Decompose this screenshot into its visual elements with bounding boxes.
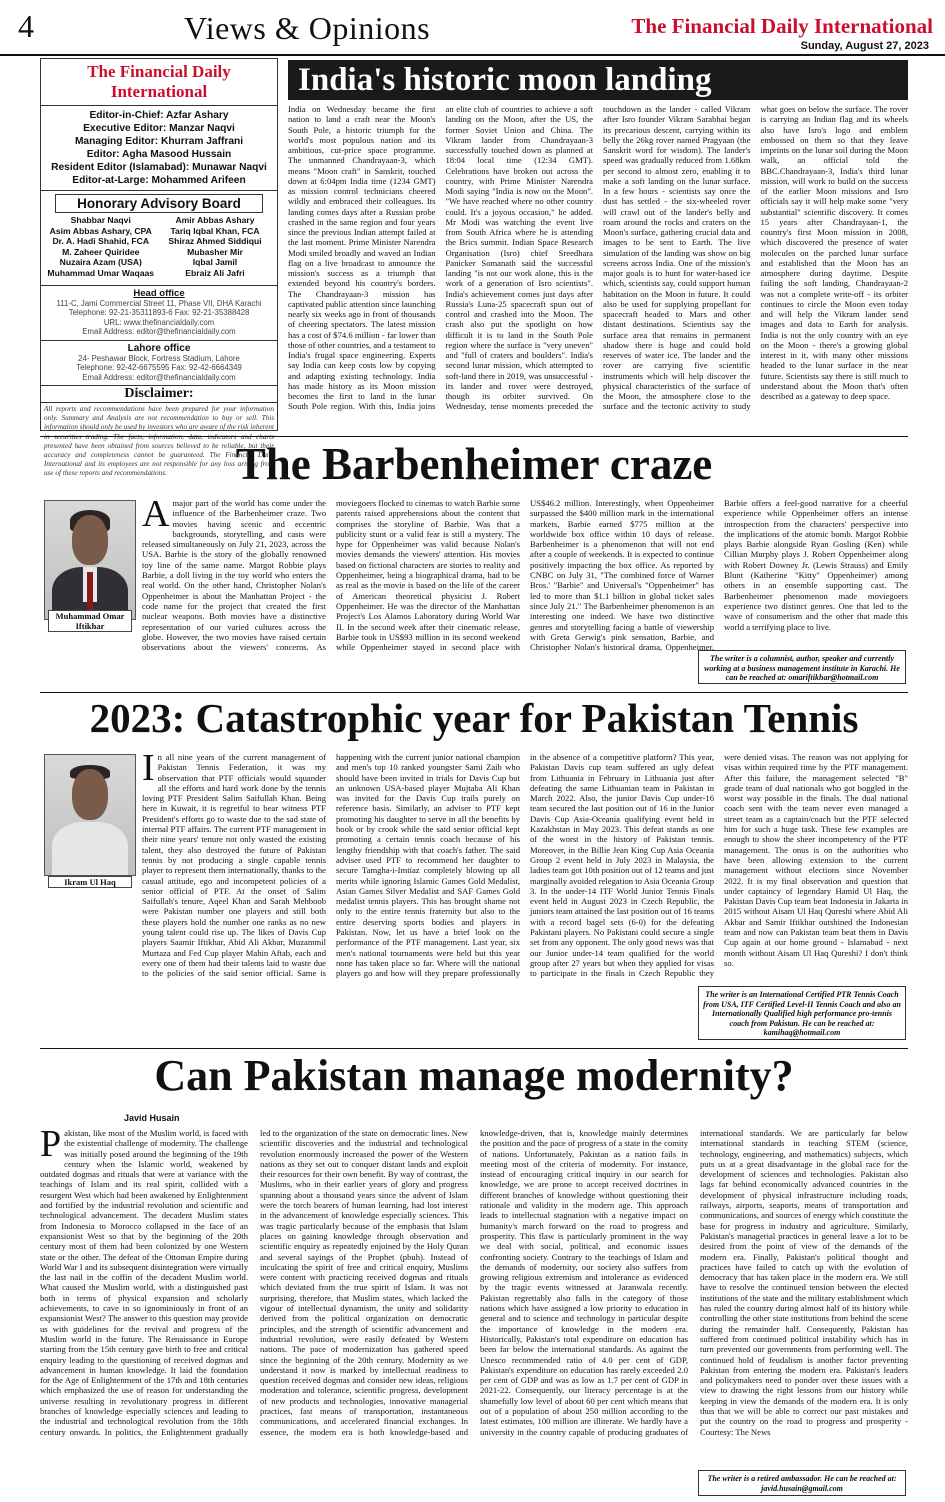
- barbie-writer-note: The writer is a columnist, author, speaker and currently working at a business management institute in Karachi. He can be reached at: omariftikhar@hotmail.com: [698, 650, 906, 684]
- honorary-board-members: [41, 215, 277, 279]
- address-line: Email Address: editor@thefinancialdaily.com: [82, 372, 236, 382]
- editor-line: Editor-at-Large: Mohammed Arifeen: [72, 175, 246, 186]
- lahore-office-address: [41, 354, 277, 383]
- modernity-writer-note: The writer is a retired ambassador. He can be reached at: javid.husain@gmail.com: [698, 1470, 906, 1496]
- board-member: Nuzaira Azam (USA): [59, 257, 142, 268]
- modernity-article-headline: Can Pakistan manage modernity?: [154, 1051, 794, 1100]
- board-member: Ebraiz Ali Jafri: [185, 267, 245, 278]
- board-member: M. Zaheer Quiridee: [62, 246, 140, 257]
- lahore-office-title: Lahore office: [41, 340, 277, 354]
- editor-line: Editor: Agha Masood Hussain: [86, 149, 232, 160]
- editor-line: Managing Editor: Khurram Jaffrani: [74, 136, 244, 147]
- address-line: Email Address: editor@thefinancialdaily.com: [82, 327, 236, 337]
- head-office-title: Head office: [41, 285, 277, 299]
- board-member: Mubasher Mir: [187, 246, 243, 257]
- board-member: Shiraz Ahmed Siddiqui: [168, 236, 262, 247]
- page-header: [0, 0, 945, 56]
- disclaimer-text: All reports and recommendations have been prepared for your information only. Summary and Analysis are not recommendation to buy or sell. This information should only be used by investors who are aware of the risk inherent in securities trading. The facts, information, data, indicators and charts presented have been obtained from sources believed to be reliable, but their accuracy and completeness cannot be guaranteed. The Financial Daily International and its employees are not responsible for any loss arising from use of these reports and recommendations.: [44, 405, 274, 478]
- modernity-byline: Javid Husain: [124, 1113, 180, 1123]
- moon-article-text: India on Wednesday became the first nation to land a craft near the Moon's South Pole, a historic triumph for the world's most populous nation and its ambitious, cut-price space programme. The unmanned Chandrayaan-3, which means "Moon craft" in Sanskrit, touched down at 6:04pm India time (1234 GMT) as mission control technicians cheered wildly and embraced their colleagues. Its landing comes days after a Russian probe crashed in the same region and four years since the previous Indian attempt failed at the last moment. Prime Minister Narendra Modi smiled broadly and waved an Indian flag on a live broadcast to announce the mission's success as a triumph that extended beyond his country's borders. The Chandrayaan-3 mission has captivated public attention since launching nearly six weeks ago in front of thousands of cheering spectators. The latest mission has a cost of $74.6 million - far lower than those of other countries, and a testament to India's frugal space engineering. Experts say India can keep costs low by copying and adapting existing technology. India has made history as its Moon mission becomes the first to land in the lunar South Pole region. With this, India joins an elite club of countries to achieve a soft landing on the Moon, after the US, the former Soviet Union and China. The Vikram lander from Chandrayaan-3 successfully touched down as planned at 18:04 local time (12:34 GMT). Celebrations have broken out across the country, with Prime Minister Narendra Modi saying "India is now on the Moon". "We have reached where no other country could. It's a joyous occasion," he added. Mr Modi was watching the event live from South Africa where he is attending the Brics summit. Indian Space Research Organisation (Isro) chief Sreedhara Panicker Somanath said the successful landing "is not our work alone, this is the work of a generation of Isro scientists". India's achievement comes just days after Russia's Luna-25 spacecraft spun out of control and crashed into the Moon. The crash also put the spotlight on how difficult it is to land in the South Pole region where the surface is "very uneven" and "full of craters and boulders". India's second lunar mission, which attempted to soft-land there in 2019, was unsuccessful - its lander and rover were destroyed, though its orbiter survived. On Wednesday, tense moments preceded the touchdown as the lander - called Vikram after Isro founder Vikram Sarabhai began its precarious descent, carrying within its belly the 26kg rover named Pragyaan (the Sanskrit word for wisdom). The lander's speed was gradually reduced from 1.68km per second to almost zero, enabling it to make a soft landing on the lunar surface. In a few hours - scientists say once the dust has settled - the six-wheeled rover will crawl out of the lander's belly and roam around the rocks and craters on the Moon's surface, gathering crucial data and images to be sent to Earth. The live simulation of the landing was show on big screens across India. One of the mission's major goals is to hunt for water-based ice which, scientists say, could support human habitation on the Moon in future. It could also be used for supplying propellant for spacecraft headed to Mars and other distant destinations. Scientists say the surface area that remains in permanent shadow there is huge and could hold reserves of water ice. The lander and the rover are carrying five scientific instruments which will help discover the physical characteristics of the surface of the Moon, the atmosphere close to the surface and the tectonic activity to study what goes on below the surface. The rover is carrying an Indian flag and its wheels also have Isro's logo and emblem embossed on them so that they leave imprints on the lunar soil during the Moon walk, an official told the BBC.Chandrayaan-3, India's third lunar mission, will work to build on the success of the earlier Moon missions and Isro officials say it will help make some "very substantial" scientific discovery. It comes 15 years after Chandrayaan-1, the country's first Moon mission in 2008, which discovered the presence of water molecules on the parched lunar surface and established that the Moon has an atmosphere during daytime. Despite failing the soft landing, Chandrayaan-2 was not a complete write-off - its orbiter continues to circle the Moon even today and will help the Vikram lander send images and data to Earth for analysis. India is not the only country with an eye on the Moon - there's a growing global interest in it, with many other missions headed to the lunar surface in the near future. Scientists say there is still much to understand about the Moon that's often described as a gateway to deep space.: [288, 104, 908, 412]
- address-line: URL: www.thefinancialdaily.com: [103, 317, 215, 327]
- header-paper-name: The Financial Daily International: [631, 14, 933, 38]
- page-number: 4: [18, 8, 34, 44]
- address-line: 24- Peshawar Block, Fortress Stadium, Lahore: [78, 353, 240, 363]
- board-member: Tariq Iqbal Khan, FCA: [170, 225, 260, 236]
- modernity-article-body: [40, 1128, 908, 1484]
- board-member: Iqbal Jamil: [192, 257, 238, 268]
- author-caption-omar: Muhammad Omar Iftikhar: [48, 610, 132, 632]
- address-line: Telephone: 92-21-35311893-6 Fax: 92-21-35388428: [68, 308, 250, 318]
- modernity-article-text: akistan, like most of the Muslim world, is faced with the existential challenge of modernity. The challenge was initially posed around the beginning of the 19th century when the Islamic world, weakened by outdated dogmas and rituals that were at variance with the teachings of Islam and its real spirit, collided with a resurgent West which had been awakened by Enlightenment and fortified by the industrial revolution and scientific and technological advancement. The decadent Muslim states from Indonesia to Morocco collapsed in the face of an expansionist West so that by the beginning of the 20th century most of them had been colonized by one Western state or the other. The defeat of the Ottoman Empire during World War I and its subsequent disintegration were virtually the last nail in the coffin of the decadent Muslim world. What caused the Muslim world, with a distinguished past both in terms of physical expansion and scholarly achievements, to cave in so ignominiously in front of an expansionist West? The answer to this question may provide us with guidelines for the revival and progress of the Muslim world in the future. The Renaissance in Europe starting from the 15th century gave birth to free and critical enquiry leading to the questioning of received dogmas and advancement in human knowledge. It laid the foundation for the Age of Enlightenment of the 17th and 18th centuries which emphasized the use of reason for understanding the universe resulting in revolutionary progress in different branches of knowledge especially sciences and leading to the industrial and technological revolution from the 18th century onwards. In politics, the Enlightenment gradually led to the organization of the state on democratic lines. New scientific discoveries and the industrial and technological revolution enormously increased the power of the Western nations as they set out to conquer distant lands and exploit their resources for their own benefit. By way of contrast, the Muslims, who in their earlier years of glory and progress spanning about a thousand years since the advent of Islam were the torch bearers of human learning, had lost interest in the advancement of knowledge especially sciences. This was tragic particularly because of the emphasis that Islam places on gaining knowledge through observation and scientific enquiry as repeatedly enjoined by the Holy Quran and several sayings of the Prophet (pbuh). Instead of inculcating the spirit of free and critical enquiry, Muslims were content with practicing received dogmas and rituals which deviated from the true spirit of Islam. It was not surprising, therefore, that Muslim states, which lacked the vigour of intellectual dynamism, the unity and solidarity derived from the political organization on democratic principles, and the strength of scientific advancement and industrial revolution, were easily defeated by Western nations. The pace of modernization has gathered speed since the beginning of the 20th century. Modernity as we understand it now is marked by intellectual readiness to question received dogmas and consider new ideas, religious moderation and tolerance, scientific progress, development of new products and technologies, innovative managerial practices, fast means of transportation, instantaneous communications, and accelerated financial exchanges. In essence, the modern era is both knowledge-based and knowledge-driven, that is, knowledge mainly determines the position and the pace of progress of a state in the comity of nations. Unfortunately, Pakistan as a nation fails in meeting most of the criteria of modernity. For instance, instead of encouraging critical inquiry in our search for knowledge, we are prone to accept received doctrines in different branches of knowledge without questioning their rationale and validity in the modern age. This approach leads to intellectual stagnation with a negative impact on humanity's march forward on the road to progress and prosperity. This flaw is particularly prominent in the way we deal with social, political, and economic issues confronting society. Contrary to the teachings of Islam and the demands of modernity, our society also suffers from growing religious extremism and intolerance as evidenced by the tragic events witnessed at Jaranwala recently. Pakistan regrettably also falls in the category of those nations which have assigned a low priority to education in general and to science and technology in particular despite the importance of knowledge in the modern era. Historically, Pakistan's total expenditure on education has been far below the international standards. As against the Unesco recommended ratio of 4.0 per cent of GDP, Pakistan's expenditure on education has rarely exceeded 2.0 per cent of GDP and was as low as 1.7 per cent of GDP in 2021-22. Consequently, our literacy percentage is at the shamefully low level of about 60 per cent which means that out of a population of about 250 million according to the latest estimates, 100 million are illiterate. We hardly have a university in the country capable of producing graduates of international standards. We are particularly far below international standards in teaching STEM (science, technology, engineering, and mathematics) subjects, which puts us at a great disadvantage in the global race for the development of sciences and technologies. Pakistan also lags far behind economically advanced countries in the development of physical infrastructure including roads, railways, airports, seaports, means of transportation and communications, and sources of energy which constitute the base for progress in industry and agriculture. Similarly, Pakistan's managerial practices in general leave a lot to be desired from the point of view of the demands of the modern era. Finally, Pakistan's political thought and practices have failed to catch up with the evolution of democracy that has taken place in the modern era. We still have to resolve the continued tension between the elected institutions of the state and the military establishment which has ruled the country during almost half of its history while controlling the other state institutions from behind the scene during the remainder half. Consequently, Pakistan has suffered from continued political instability which has in turn prevented our governments from performing well. The continued hold of feudalism is another factor preventing Pakistan from entering the modern era. Pakistan's leaders and policymakers need to ponder over these issues with a view to drawing the right lessons from our history while keeping in view the demands of the modern era. It is only thus that we will be able to correct our past mistakes and put the country on the road to progress and prosperity -Courtesy: The News: [40, 1128, 908, 1437]
- barbie-article-text: major part of the world has come under the influence of the Barbenheimer craze. Two movies having scenic and eccentric backgrounds, storytelling, and casts were released simultaneously on July 21, 2023, across the USA. Barbie is the story of the globally renowned toy line of the same name. Margot Robbie plays Barbie, a doll living in the toy world who enters the real world. On the other hand, Christopher Nolan's Oppenheimer is about the Manhattan Project - the code name for the project that created the first nuclear weapons. Both movies have a distinctive representation of our varied cultures across the globe. However, the two movies have raised certain observations about the viewers' concerns. As moviegoers flocked to cinemas to watch Barbie some parents raised apprehensions about the content that comprises the storyline of Barbie. Was that a publicity stunt or a valid fear is still a mystery. The hype for Oppenheimer was valid because Nolan's movies demands the viewers' attention. His movies based on fictional characters are stories to reality and Oppenheimer, being a biographical drama, had to be as real as the movie is based on the life of the career of American theoretical physicist J. Robert Oppenheimer. He was the director of the Manhattan Project's Los Alamos Laboratory during World War II. In the second week after their cinematic release, Barbie took in US$93 million in its second weekend while Oppenheimer stayed in second place with US$46.2 million. Interestingly, when Oppenheimer surpassed the $400 million mark in the international markets, Barbie earned $775 million at the worldwide box office within 10 days of release. Barbenheimer is a phenomenon that will not end after a couple of weekends. It is expected to continue positively impacting the box office. As reported by CNBC on July 31, "The combined force of Warner Bros.' "Barbie" and Universal's "Oppenheimer" has led to more than $1.1 billion in global ticket sales since July 21." The Barbenheimer phenomenon is an interesting one indeed. We have two distinctive genres and storytelling facing a battle of viewership with Greta Gerwig's pink sensation, Barbie, and Christopher Nolan's historical drama, Oppenheimer. Barbie offers a feel-good narrative for a cheerful experience while Oppenheimer offers an intense introspection from the characters' perspective into the implications of the atomic bomb. Margot Robbie plays Barbie alongside Ryan Gosling (Ken) while Cillian Murphy plays J. Robert Oppenheimer along with Robert Downey Jr. (Lewis Strauss) and Emily Blunt (Katherine "Kitty" Oppenheimer) among others in an ensemble supporting cast. The Barbenheimer phenomenon made moviegoers experience two distinct genres. One that led to the wave of consumerism and the other that made this world a terrifying place to live.: [142, 498, 908, 653]
- tennis-writer-note: The writer is an International Certified PTR Tennis Coach from USA, ITF Certified Level-II Tennis Coach and also an Internationally Qualified high performance pro-tennis coach from Pakistan. He can be reached at: kamihaq@hotmail.com: [698, 986, 906, 1040]
- divider: [40, 692, 908, 693]
- author-caption-ikram: Ikram Ul Haq: [48, 876, 132, 888]
- section-title: Views & Opinions: [184, 10, 431, 46]
- tennis-article-text: n all nine years of the current management of Pakistan Tennis Federation, it was my observation that PTF officials would squander all the efforts and hard work done by the tennis loving PTF President Salim Saifullah Khan. Being here in Kuwait, it is regretful to bear witness PTF President's efforts go to waste due to the sad state of internal PTF affairs. The current PTF management in their nine years' tenure not only wasted the existing talent, they also destroyed the future of Pakistan tennis by not producing a single capable tennis player to represent them internationally, thanks to the casual attitude, ego and incompetent policies of a senior official of PTF. At the onset of Salim Saifullah's tenure, Aqeel Khan and Sarah Mehboob were Pakistan number one players and still both these players hold the number one ranks as no new young talent could rise up. The likes of Davis Cup players Saamir Iftikhar, Abid Ali Akbar, Muzammil Murtaza and Fed Cup player Mahin Aftab, each and every one of them had their talents laid to waste due to the policies of the said senior official. Same is happening with the current junior national champion and men's top 10 ranked youngster Sami Zaib who should have been invited in trials for Davis Cup but an unknown USA-based player Mujtaba Ali Khan was invited for the Davis Cup trails purely on reference basis. Similarly, an adviser to PTF kept promoting his daughter to serve in all the benefits by hook or by crook while the said senior official kept promoting a certain tennis coach because of his lengthy friendship with that coach's father. The said adviser used PTF to recommend her daughter to secure Tamgha-i-Imtiaz completely blowing up all merits while ignoring Islamic Games Gold Medalist, Asian Games Silver Medalist and SAF Games Gold medalist tennis players. This has brought shame not only to the entire tennis fraternity but also to the entire deserving sports bodies and players in Pakistan. Now, let us have a brief look on the performance of the PTF management. Last year, six men's national tournaments were held but this year none has taken place so far. Where will the national players go and how will they prepare professionally in the absence of a competitive platform? This year, Pakistan Davis cup team suffered an ugly defeat from Lithuania in February in Lithuania just after defeating the same Lithuanian team in Pakistan in March 2022. Also, the junior Davis Cup under-16 team secured the last position out of 16 in the Junior Davis Cup Asia-Oceania qualifying event held in Kazakhstan in May 2023. This defeat stands as one of the worst in the history of Pakistan tennis. Moreover, in the Billie Jean King Cup Asia Oceania Group 2 event held in July 2023 in Malaysia, the ladies team got 10th position out of 12 teams and just marginally avoided relegation to Asia Oceania Group 3. In the under-14 ITF World Junior Tennis Finals event held in August 2023 in Czech Republic, the juniors team attained the last position out of 16 teams with a record bagel sets (6-0) for the defeating Pakistani players. No Pakistani could secure a single set from any opponent. The only good news was that our Junior under-14 team qualified for the world group after 27 years but when they applied for visas to participate in the finals in Czech Republic they were denied visas. The reason was not applying for visas within required time by the PTF management. After this failure, the management selected "B" grade team of dual nationals who got boggled in the worst way possible in the finals. The dual national coach sent with the team never even managed a street team as a captain/coach but the PTF selected him for such a huge task. These few examples are enough to show the sheer incompetency of the PTF management. The onus is on the authorities who have been allowing extension to the current management without elections since November 2022. It is my final observation and question that under captaincy of legendary Hamid Ul Haq, the Pakistan Davis Cup team beat Indonesia in Jakarta in 2015 without Aisam Ul Haq Qureshi where Abid Ali Akbar and Samir Iftikhar outshined the Indonesian team and now can Pakistan team beat them in Davis Cup again at our home ground - Islamabad - next month without Aisam Ul Haq Qureshi? I don't think so.: [142, 752, 908, 979]
- editors-list: [41, 106, 277, 191]
- author-photo-omar: [44, 500, 136, 620]
- board-member: Muhammad Umar Waqaas: [47, 267, 155, 278]
- divider: [40, 436, 908, 437]
- moon-article-headline: India's historic moon landing: [288, 60, 908, 100]
- head-office-address: [41, 299, 277, 337]
- tennis-article-headline: 2023: Catastrophic year for Pakistan Tennis: [89, 695, 859, 741]
- honorary-board-title: Honorary Advisory Board: [55, 194, 263, 213]
- drop-cap: P: [40, 1128, 62, 1165]
- board-member: Amir Abbas Ashary: [175, 215, 255, 225]
- board-member: Asim Abbas Ashary, CPA: [49, 225, 152, 236]
- board-member: Shabbar Naqvi: [70, 215, 131, 225]
- masthead-paper-name: The Financial Daily International: [41, 62, 277, 106]
- masthead-box: [40, 58, 278, 478]
- drop-cap: I: [142, 752, 155, 789]
- editor-line: Resident Editor (Islamabad): Munawar Naqvi: [51, 162, 267, 173]
- drop-cap: A: [142, 498, 170, 535]
- disclaimer-title: Disclaimer:: [41, 385, 277, 403]
- issue-date: Sunday, August 27, 2023: [800, 40, 929, 52]
- divider: [40, 1048, 908, 1049]
- editor-line: Editor-in-Chief: Azfar Ashary: [89, 110, 229, 121]
- address-line: Telephone: 92-42-6675595 Fax: 92-42-6664349: [76, 363, 242, 373]
- editor-line: Executive Editor: Manzar Naqvi: [83, 123, 235, 134]
- barbie-article-headline: The Barbenheimer craze: [235, 439, 713, 489]
- moon-article-body: [288, 104, 908, 430]
- address-line: 111-C, Jami Commercial Street 11, Phase VII, DHA Karachi: [56, 298, 262, 308]
- board-member: Dr. A. Hadi Shahid, FCA: [52, 236, 150, 247]
- author-photo-ikram: [44, 754, 136, 876]
